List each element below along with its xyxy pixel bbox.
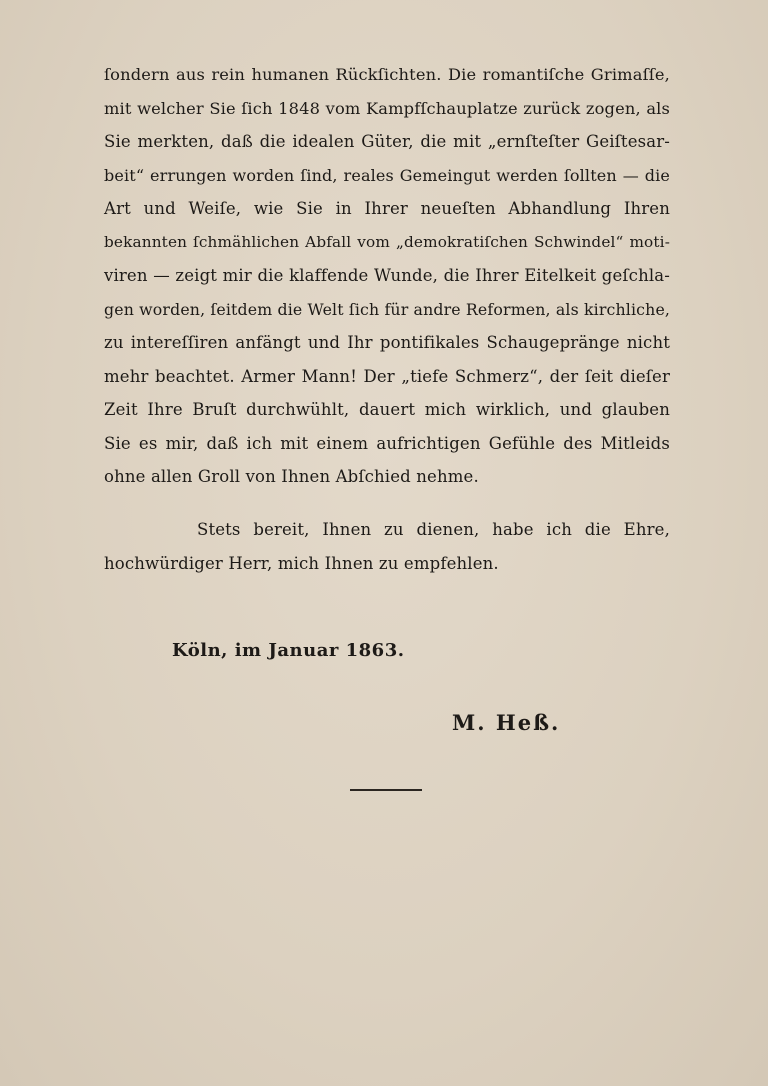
text-line: ſondern aus rein humanen Rückſichten. Die romantiſche Grimaſſe, (104, 65, 670, 84)
letter-body (104, 58, 670, 494)
text-line: Art und Weiſe, wie Sie in Ihrer neueſten Abhandlung Ihren (104, 199, 670, 218)
author-signature: M. Heß. (452, 710, 561, 735)
text-line: zu intereſſiren anfängt und Ihr pontifikales Schaugepränge nicht (104, 333, 670, 352)
text-line: Sie es mir, daß ich mit einem aufrichtigen Gefühle des Mitleids (104, 433, 670, 453)
text-line: mehr beachtet. Armer Mann! Der „tiefe Schmerz“, der ſeit dieſer (104, 366, 670, 386)
text-line: bekannten ſchmählichen Abfall vom „demokratiſchen Schwindel“ moti- (104, 232, 670, 251)
closing-line: Stets bereit, Ihnen zu dienen, habe ich die Ehre, (197, 520, 670, 539)
text-line: mit welcher Sie ſich 1848 vom Kampfſchauplatze zurück zogen, als (104, 98, 670, 118)
text-line: Zeit Ihre Bruſt durchwühlt, dauert mich wirklich, und glauben (104, 400, 670, 419)
text-line: Sie merkten, daß die idealen Güter, die mit „ernſteſter Geiſtesar- (104, 132, 670, 151)
closing-line: hochwürdiger Herr, mich Ihnen zu empfehlen. (104, 553, 499, 573)
text-line: viren — zeigt mir die klaffende Wunde, die Ihrer Eitelkeit geſchla- (104, 266, 670, 285)
text-line: beit“ errungen worden ſind, reales Gemeingut werden ſollten — die (104, 165, 670, 185)
place-date: Köln, im Januar 1863. (172, 640, 405, 661)
text-line: ohne allen Groll von Ihnen Abſchied nehme. (104, 467, 479, 486)
closing-paragraph (104, 513, 670, 580)
text-line: gen worden, ſeitdem die Welt ſich für andre Reformen, als kirchliche, (104, 299, 671, 319)
end-divider (350, 789, 422, 791)
